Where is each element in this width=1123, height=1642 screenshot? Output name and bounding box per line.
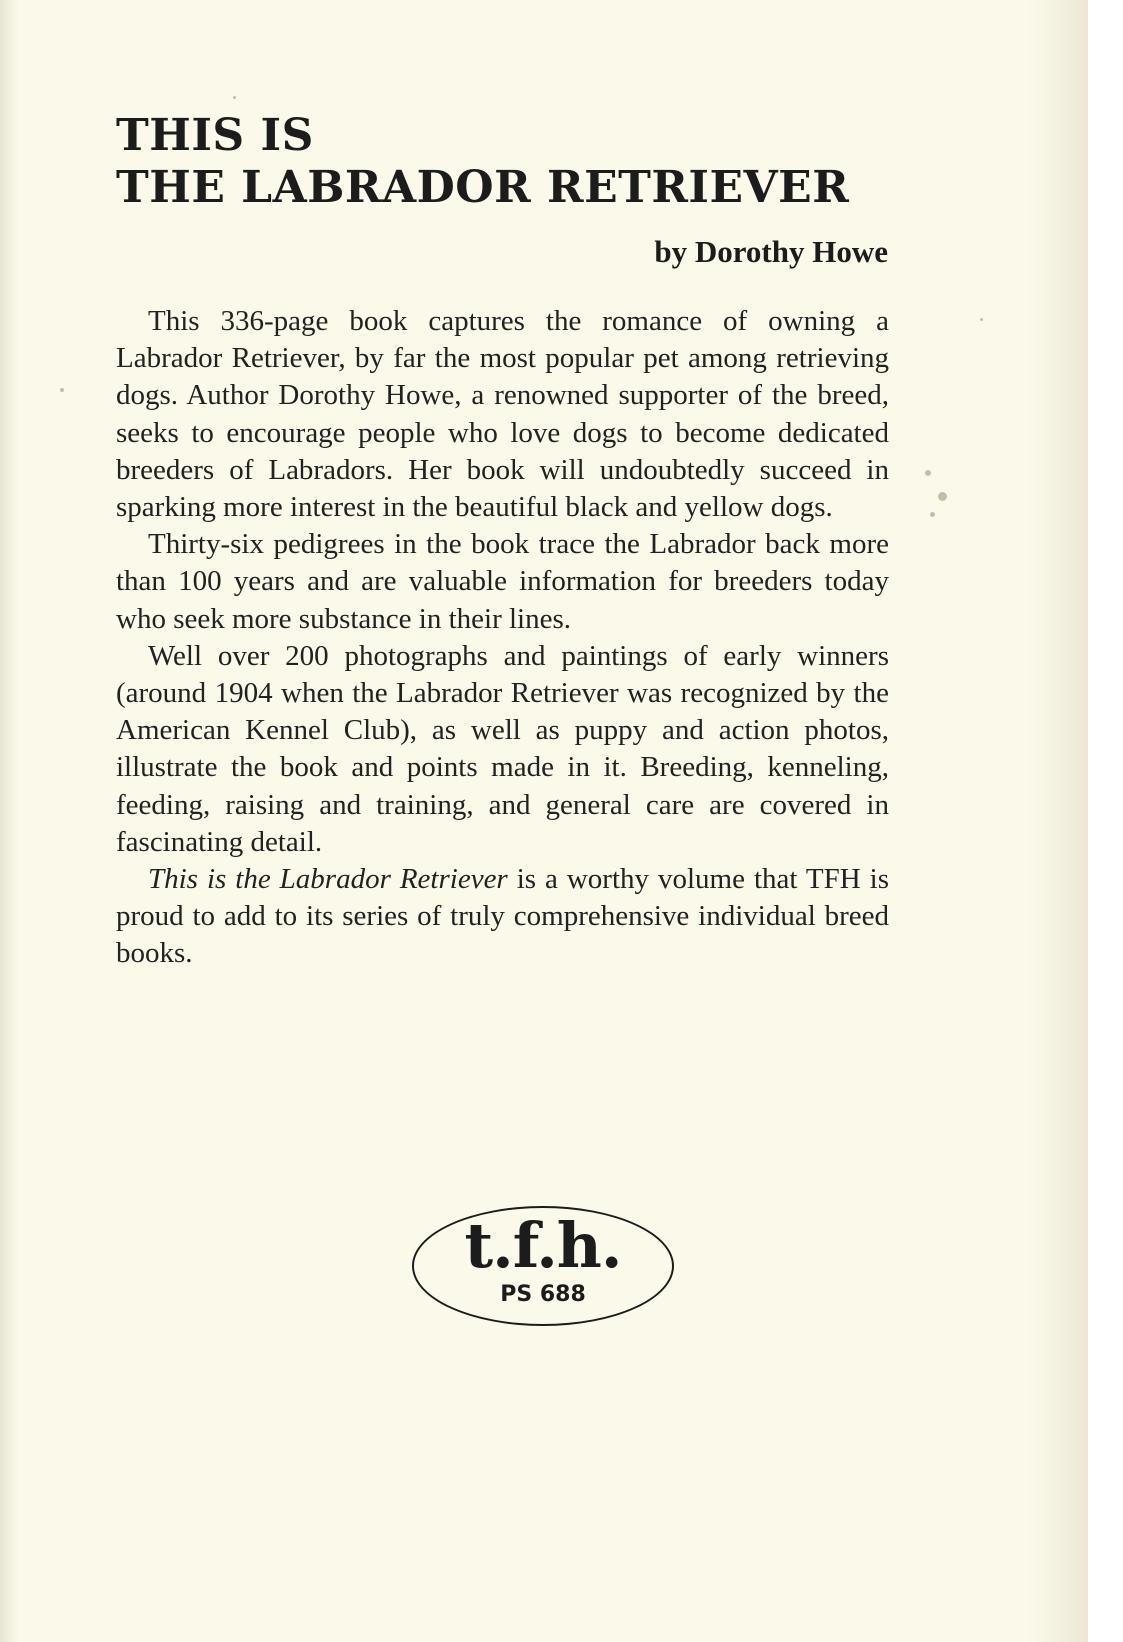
book-title (116, 110, 849, 214)
title-line-1: THIS IS (116, 110, 314, 161)
paper-speck (925, 470, 931, 476)
blurb-paragraph-4 (116, 861, 889, 973)
blurb-paragraph-1: This 336-page book captures the romance of owning a Labrador Retriever, by far the most popular pet among retrieving dogs. Author Dorothy Howe, a renowned supporter of the breed, seeks to encourage people who love dogs to become dedicated breeders of Labradors. Her book will undoubtedly succeed in sparking more interest in the beautiful black and yellow dogs. (116, 305, 889, 524)
blurb (116, 303, 889, 973)
author-byline: by Dorothy Howe (654, 234, 888, 269)
blurb-paragraph-2: Thirty-six pedigrees in the book trace the Labrador back more than 100 years and are valuable information for breeders today who seek more substance in their lines. (116, 528, 889, 635)
cover-spine-edge (1028, 0, 1088, 1642)
paper-speck (980, 318, 983, 321)
blurb-paragraph-3: Well over 200 photographs and paintings of early winners (around 1904 when the Labrador Retriever was recognized by the American Kennel Club), as well as puppy and action photos, illustrate the book and points made in it. Breeding, kenneling, feeding, raising and training, and general care are covered in fascinating detail. (116, 639, 889, 858)
paper-speck (930, 512, 935, 517)
title-line-2: THE LABRADOR RETRIEVER (116, 162, 850, 213)
publisher-logo (412, 1206, 674, 1326)
blurb-closing-text: is a worthy volume that TFH is proud to add to its series of truly comprehensive individual breed books. (116, 863, 889, 970)
catalog-code: PS 688 (500, 1282, 586, 1307)
logo-wordmark: t.f.h. (464, 1209, 622, 1282)
paper-speck (60, 388, 64, 392)
paper-speck (233, 96, 236, 99)
paper-speck (938, 492, 947, 501)
cover-left-edge (0, 0, 18, 1642)
book-title-italic: This is the Labrador Retriever (148, 863, 508, 896)
